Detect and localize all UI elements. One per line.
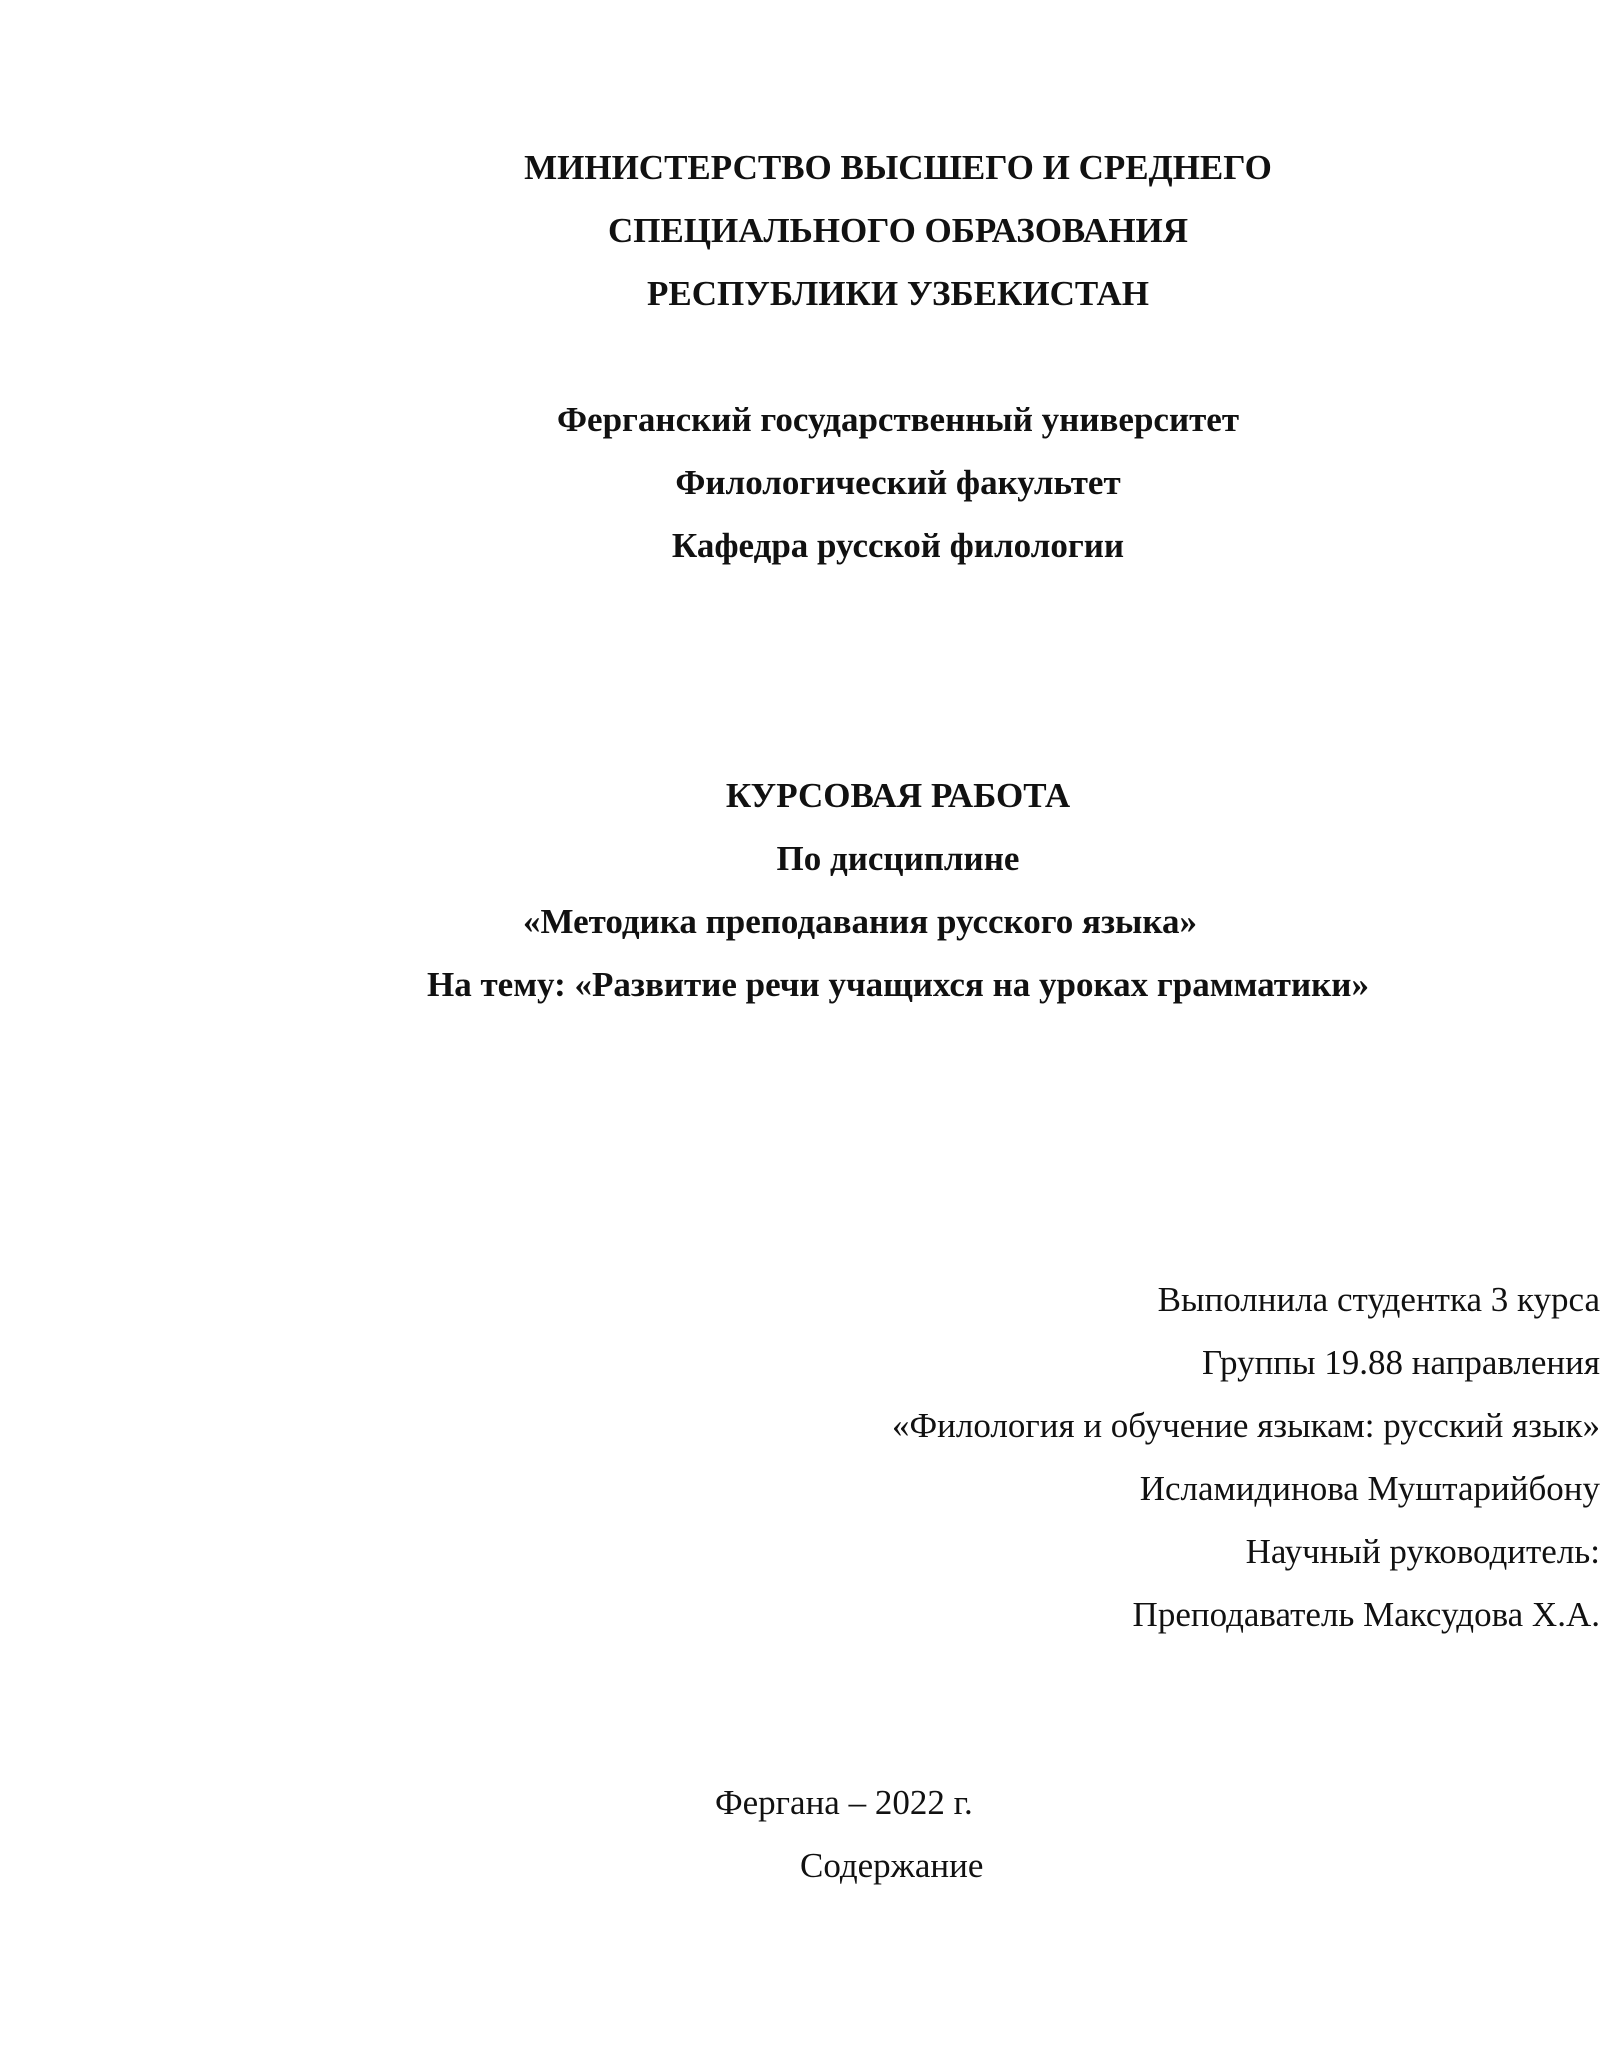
faculty-name: Филологический факультет [675, 463, 1121, 502]
ministry-line-3: РЕСПУБЛИКИ УЗБЕКИСТАН [647, 274, 1149, 313]
author-name: Исламидинова Муштарийбону [1139, 1469, 1600, 1508]
author-line-direction: «Филология и обучение языкам: русский язык» [892, 1406, 1600, 1445]
supervisor-name: Преподаватель Максудова Х.А. [1132, 1595, 1600, 1634]
work-type-title: КУРСОВАЯ РАБОТА [725, 776, 1071, 815]
supervisor-label: Научный руководитель: [1245, 1532, 1600, 1571]
ministry-line-2: СПЕЦИАЛЬНОГО ОБРАЗОВАНИЯ [607, 211, 1189, 250]
discipline-name: «Методика преподавания русского языка» [523, 902, 1197, 941]
discipline-label: По дисциплине [776, 839, 1020, 878]
author-line-group: Группы 19.88 направления [1202, 1343, 1600, 1382]
topic-title: На тему: «Развитие речи учащихся на уроках грамматики» [427, 965, 1369, 1004]
author-line-course: Выполнила студентка 3 курса [1157, 1280, 1600, 1319]
department-name: Кафедра русской филологии [671, 526, 1125, 565]
contents-heading: Содержание [800, 1846, 984, 1885]
ministry-line-1: МИНИСТЕРСТВО ВЫСШЕГО И СРЕДНЕГО [524, 148, 1272, 187]
city-year: Фергана – 2022 г. [715, 1783, 973, 1822]
university-name: Ферганский государственный университет [556, 400, 1240, 439]
